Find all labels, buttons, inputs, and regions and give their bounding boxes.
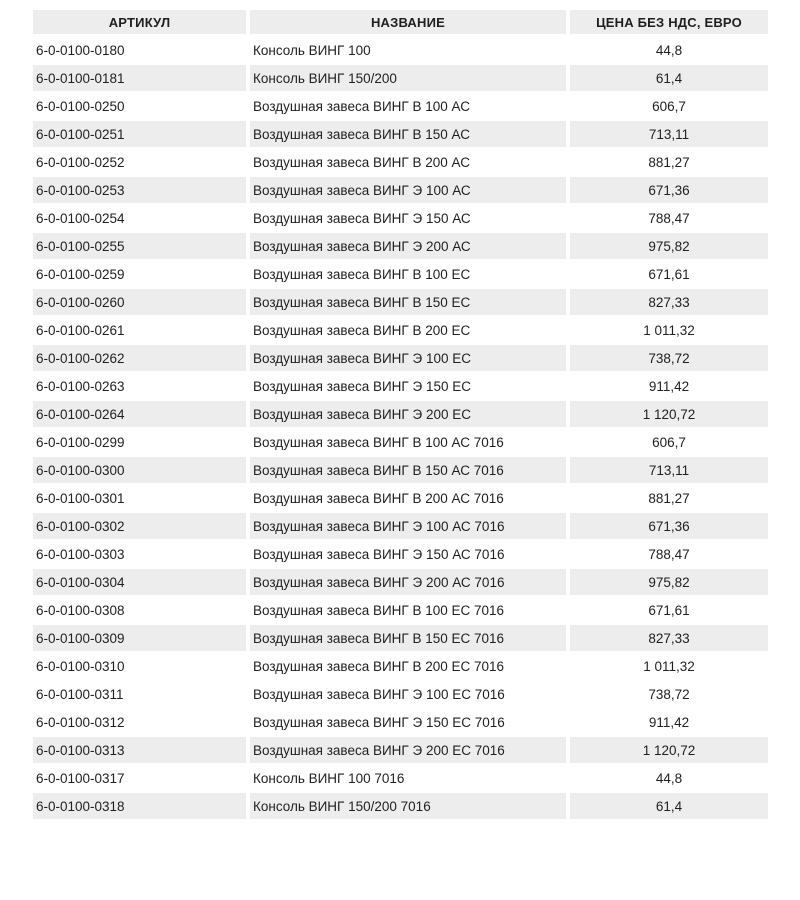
price-table xyxy=(33,10,768,821)
price-cell: 1 011,32 xyxy=(566,317,768,345)
price-cell: 671,36 xyxy=(566,513,768,541)
article-cell: 6-0-0100-0251 xyxy=(33,121,246,149)
article-cell: 6-0-0100-0254 xyxy=(33,205,246,233)
article-cell: 6-0-0100-0308 xyxy=(33,597,246,625)
article-cell: 6-0-0100-0301 xyxy=(33,485,246,513)
article-cell: 6-0-0100-0309 xyxy=(33,625,246,653)
price-cell: 911,42 xyxy=(566,709,768,737)
price-cell: 44,8 xyxy=(566,37,768,65)
table-row xyxy=(33,37,768,65)
table-row xyxy=(33,317,768,345)
name-cell: Воздушная завеса ВИНГ В 200 АС 7016 xyxy=(246,485,566,513)
article-cell: 6-0-0100-0304 xyxy=(33,569,246,597)
name-cell: Воздушная завеса ВИНГ В 150 ЕС 7016 xyxy=(246,625,566,653)
table-row xyxy=(33,429,768,457)
table-row xyxy=(33,261,768,289)
price-cell: 881,27 xyxy=(566,485,768,513)
article-cell: 6-0-0100-0259 xyxy=(33,261,246,289)
article-cell: 6-0-0100-0311 xyxy=(33,681,246,709)
table-row xyxy=(33,681,768,709)
price-cell: 671,61 xyxy=(566,261,768,289)
name-cell: Воздушная завеса ВИНГ Э 100 ЕС xyxy=(246,345,566,373)
price-cell: 61,4 xyxy=(566,65,768,93)
article-cell: 6-0-0100-0252 xyxy=(33,149,246,177)
article-cell: 6-0-0100-0264 xyxy=(33,401,246,429)
name-cell: Воздушная завеса ВИНГ Э 200 ЕС xyxy=(246,401,566,429)
price-cell: 671,61 xyxy=(566,597,768,625)
price-cell: 606,7 xyxy=(566,93,768,121)
price-cell: 788,47 xyxy=(566,541,768,569)
price-cell: 827,33 xyxy=(566,625,768,653)
column-header-name: НАЗВАНИЕ xyxy=(246,10,566,37)
price-cell: 738,72 xyxy=(566,345,768,373)
column-header-price: ЦЕНА БЕЗ НДС, ЕВРО xyxy=(566,10,768,37)
name-cell: Воздушная завеса ВИНГ В 200 ЕС 7016 xyxy=(246,653,566,681)
price-cell: 606,7 xyxy=(566,429,768,457)
name-cell: Воздушная завеса ВИНГ Э 150 АС 7016 xyxy=(246,541,566,569)
article-cell: 6-0-0100-0262 xyxy=(33,345,246,373)
table-row xyxy=(33,401,768,429)
price-cell: 671,36 xyxy=(566,177,768,205)
table-row xyxy=(33,121,768,149)
article-cell: 6-0-0100-0260 xyxy=(33,289,246,317)
article-cell: 6-0-0100-0302 xyxy=(33,513,246,541)
price-cell: 1 011,32 xyxy=(566,653,768,681)
name-cell: Воздушная завеса ВИНГ Э 150 ЕС xyxy=(246,373,566,401)
table-row xyxy=(33,457,768,485)
price-cell: 1 120,72 xyxy=(566,401,768,429)
name-cell: Воздушная завеса ВИНГ Э 100 АС xyxy=(246,177,566,205)
name-cell: Консоль ВИНГ 100 xyxy=(246,37,566,65)
name-cell: Воздушная завеса ВИНГ В 100 ЕС xyxy=(246,261,566,289)
article-cell: 6-0-0100-0263 xyxy=(33,373,246,401)
article-cell: 6-0-0100-0261 xyxy=(33,317,246,345)
name-cell: Воздушная завеса ВИНГ Э 150 АС xyxy=(246,205,566,233)
table-row xyxy=(33,177,768,205)
table-row xyxy=(33,345,768,373)
article-cell: 6-0-0100-0250 xyxy=(33,93,246,121)
table-row xyxy=(33,653,768,681)
article-cell: 6-0-0100-0181 xyxy=(33,65,246,93)
price-cell: 738,72 xyxy=(566,681,768,709)
price-cell: 713,11 xyxy=(566,121,768,149)
column-header-article: АРТИКУЛ xyxy=(33,10,246,37)
table-row xyxy=(33,709,768,737)
name-cell: Воздушная завеса ВИНГ Э 150 ЕС 7016 xyxy=(246,709,566,737)
name-cell: Воздушная завеса ВИНГ В 100 ЕС 7016 xyxy=(246,597,566,625)
name-cell: Воздушная завеса ВИНГ Э 200 ЕС 7016 xyxy=(246,737,566,765)
table-row xyxy=(33,233,768,261)
article-cell: 6-0-0100-0300 xyxy=(33,457,246,485)
table-row xyxy=(33,513,768,541)
article-cell: 6-0-0100-0310 xyxy=(33,653,246,681)
table-row xyxy=(33,765,768,793)
price-cell: 881,27 xyxy=(566,149,768,177)
name-cell: Воздушная завеса ВИНГ Э 200 АС 7016 xyxy=(246,569,566,597)
name-cell: Воздушная завеса ВИНГ В 150 АС 7016 xyxy=(246,457,566,485)
name-cell: Воздушная завеса ВИНГ Э 100 ЕС 7016 xyxy=(246,681,566,709)
table-row xyxy=(33,149,768,177)
table-body xyxy=(33,37,768,821)
article-cell: 6-0-0100-0318 xyxy=(33,793,246,821)
name-cell: Воздушная завеса ВИНГ Э 100 АС 7016 xyxy=(246,513,566,541)
table-row xyxy=(33,485,768,513)
name-cell: Консоль ВИНГ 150/200 7016 xyxy=(246,793,566,821)
article-cell: 6-0-0100-0303 xyxy=(33,541,246,569)
article-cell: 6-0-0100-0255 xyxy=(33,233,246,261)
article-cell: 6-0-0100-0317 xyxy=(33,765,246,793)
name-cell: Воздушная завеса ВИНГ В 150 АС xyxy=(246,121,566,149)
table-header-row xyxy=(33,10,768,37)
article-cell: 6-0-0100-0180 xyxy=(33,37,246,65)
article-cell: 6-0-0100-0313 xyxy=(33,737,246,765)
name-cell: Консоль ВИНГ 100 7016 xyxy=(246,765,566,793)
table-row xyxy=(33,541,768,569)
name-cell: Воздушная завеса ВИНГ Э 200 АС xyxy=(246,233,566,261)
table-row xyxy=(33,289,768,317)
name-cell: Воздушная завеса ВИНГ В 100 АС 7016 xyxy=(246,429,566,457)
table-row xyxy=(33,569,768,597)
price-cell: 911,42 xyxy=(566,373,768,401)
article-cell: 6-0-0100-0253 xyxy=(33,177,246,205)
name-cell: Воздушная завеса ВИНГ В 200 АС xyxy=(246,149,566,177)
price-cell: 61,4 xyxy=(566,793,768,821)
article-cell: 6-0-0100-0299 xyxy=(33,429,246,457)
name-cell: Воздушная завеса ВИНГ В 100 АС xyxy=(246,93,566,121)
name-cell: Воздушная завеса ВИНГ В 200 ЕС xyxy=(246,317,566,345)
price-cell: 713,11 xyxy=(566,457,768,485)
price-cell: 975,82 xyxy=(566,569,768,597)
table-row xyxy=(33,737,768,765)
table-row xyxy=(33,597,768,625)
name-cell: Воздушная завеса ВИНГ В 150 ЕС xyxy=(246,289,566,317)
price-cell: 788,47 xyxy=(566,205,768,233)
table-row xyxy=(33,373,768,401)
price-cell: 44,8 xyxy=(566,765,768,793)
name-cell: Консоль ВИНГ 150/200 xyxy=(246,65,566,93)
price-cell: 1 120,72 xyxy=(566,737,768,765)
table-row xyxy=(33,205,768,233)
table-row xyxy=(33,65,768,93)
table-row xyxy=(33,625,768,653)
table-row xyxy=(33,793,768,821)
price-cell: 975,82 xyxy=(566,233,768,261)
price-cell: 827,33 xyxy=(566,289,768,317)
article-cell: 6-0-0100-0312 xyxy=(33,709,246,737)
table-row xyxy=(33,93,768,121)
